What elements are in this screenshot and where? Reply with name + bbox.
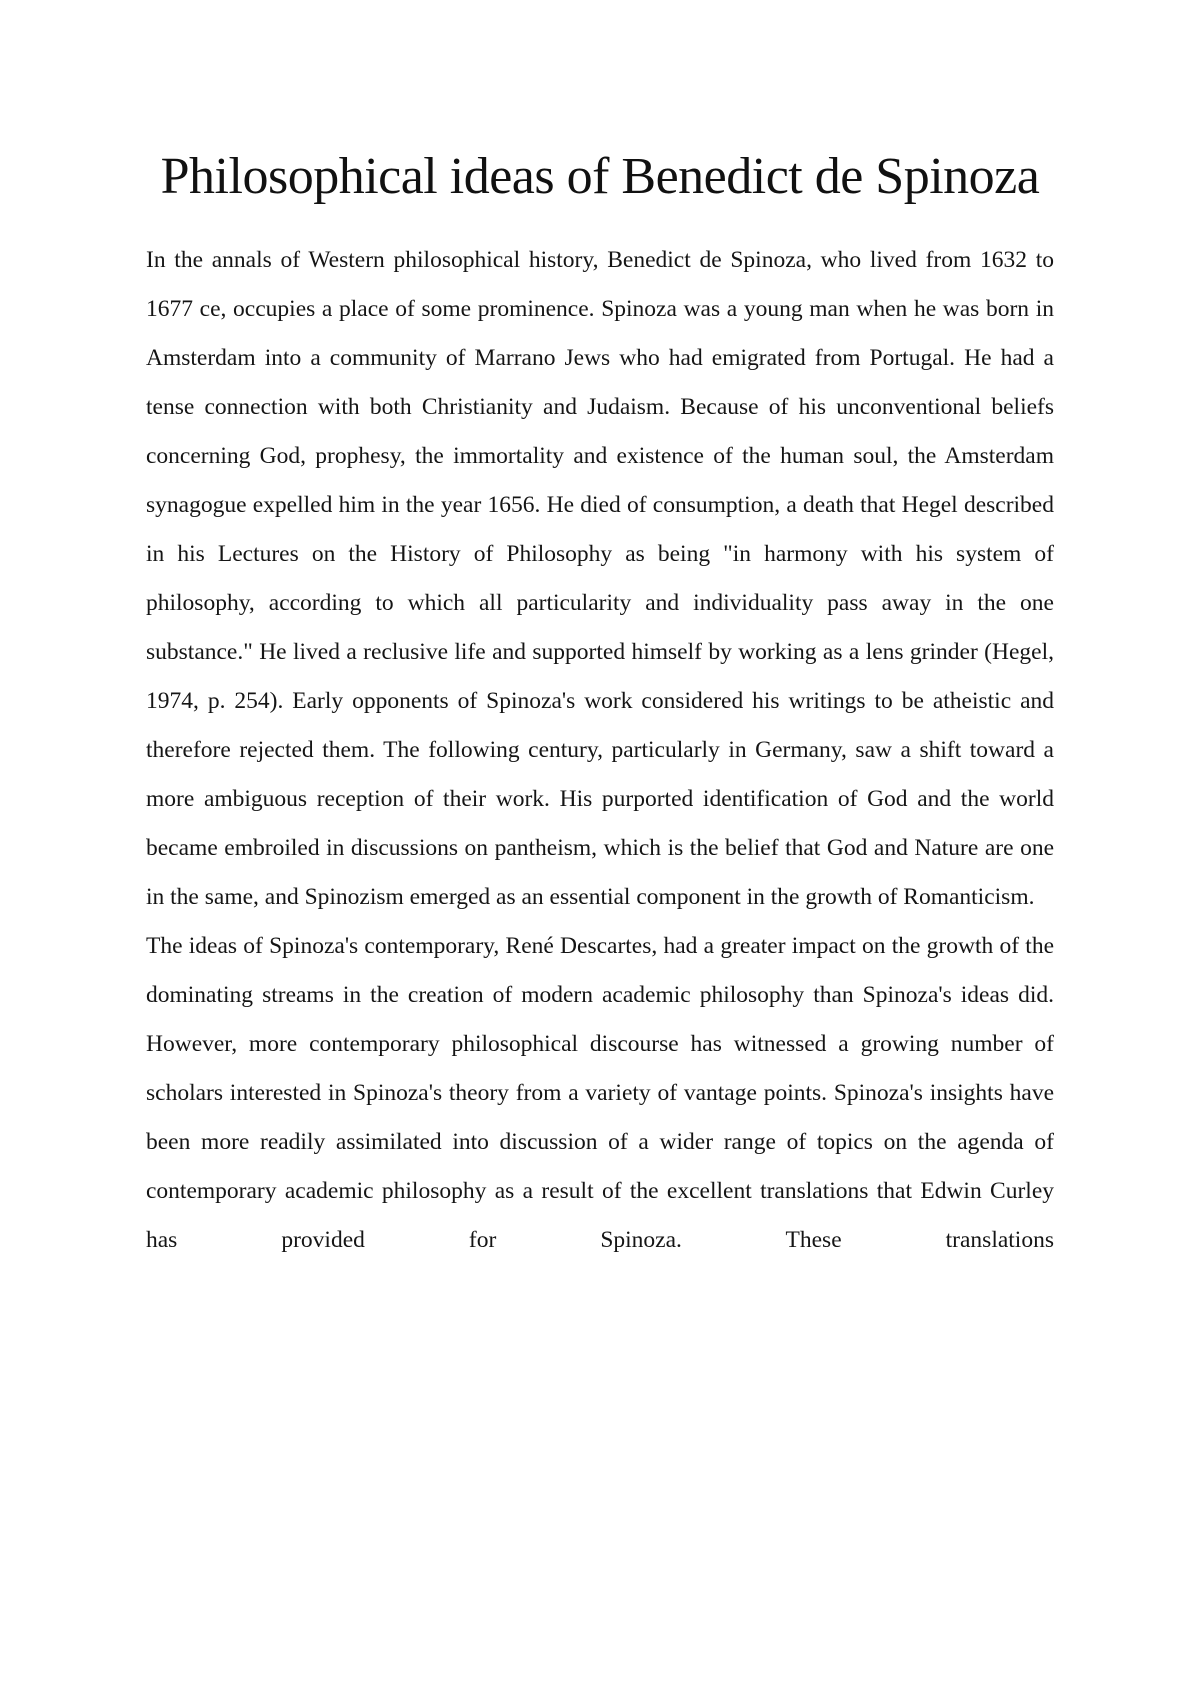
document-body	[146, 236, 1054, 1265]
paragraph: In the annals of Western philosophical history, Benedict de Spinoza, who lived from 1632 to 1677 ce, occupies a place of some prominence. Spinoza was a young man when he was born in Amsterdam into a community of Marrano Jews who had emigrated from Portugal. He had a tense connection with both Christianity and Judaism. Because of his unconventional beliefs concerning God, prophesy, the immortality and existence of the human soul, the Amsterdam synagogue expelled him in the year 1656. He died of consumption, a death that Hegel described in his Lectures on the History of Philosophy as being "in harmony with his system of philosophy, according to which all particularity and individuality pass away in the one substance." He lived a reclusive life and supported himself by working as a lens grinder (Hegel, 1974, p. 254). Early opponents of Spinoza's work considered his writings to be atheistic and therefore rejected them. The following century, particularly in Germany, saw a shift toward a more ambiguous reception of their work. His purported identification of God and the world became embroiled in discussions on pantheism, which is the belief that God and Nature are one in the same, and Spinozism emerged as an essential component in the growth of Romanticism.	[146, 247, 1054, 910]
paragraph: The ideas of Spinoza's contemporary, René Descartes, had a greater impact on the growth of the dominating streams in the creation of modern academic philosophy than Spinoza's ideas did. However, more contemporary philosophical discourse has witnessed a growing number of scholars interested in Spinoza's theory from a variety of vantage points. Spinoza's insights have been more readily assimilated into discussion of a wider range of topics on the agenda of contemporary academic philosophy as a result of the excellent translations that Edwin Curley has provided for Spinoza. These translations	[146, 933, 1054, 1253]
document-title: Philosophical ideas of Benedict de Spinoza	[160, 148, 1040, 205]
